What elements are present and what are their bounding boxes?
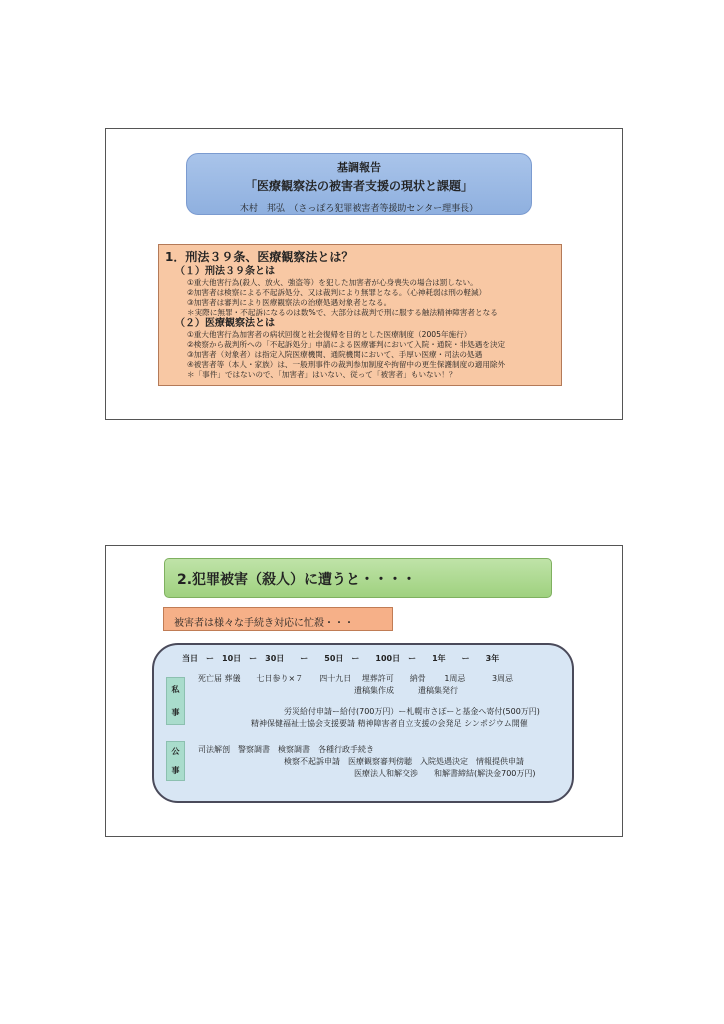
section2-line: ④被害者等（本人・家族）は、一般刑事件の裁判参加制度や拘留中の更生保護制度の適用除外 [187,360,506,369]
section2-line: ①重大他害行為加害者の病状回復と社会復帰を目的とした医療制度（2005年施行） [187,330,472,339]
presenter-line: 木村 邦弘 （さっぽろ犯罪被害者等援助センター理事長） [239,204,479,214]
slide-heading: 2.犯罪被害（殺人）に遭うと・・・・ [164,558,552,598]
section2-line: ＊「事件」ではないので、「加害者」はいない、従って「被害者」もいない！？ [187,370,457,379]
public-row: 検察不起訴申請 医療観察審判傍聴 入院処遇決定 情報提供申請 [284,757,524,766]
timeline-header: 当日 ー 10日 ー 30日 ー 50日 ー 100日 ー 1年 ー 3年 [182,654,500,663]
section1-line: ②加害者は検察による不起訴処分、又は裁判により無罪となる。（心神耗弱は刑の軽減） [187,288,487,297]
title-label: 基調報告 [337,161,381,174]
section1-line: ③加害者は審判により医療観察法の治療処遇対象者となる。 [187,298,392,307]
public-tag [166,741,185,781]
slide-1 [105,128,623,420]
content-box [158,244,562,386]
timeline-panel [152,643,574,803]
section2-line: ②検察から裁判所への「不起訴処分」申請による医療審判において入院・通院・非処遇を決定 [187,340,506,349]
public-row: 医療法人和解交渉 和解書締結(解決金700万円) [354,769,536,778]
section1-line: ＊実際に無罪・不起訴になるのは数%で、大部分は裁判で刑に服する触法精神障害者となる [187,308,498,317]
report-title: 「医療観察法の被害者支援の現状と課題」 [244,179,473,193]
private-tag-char: 私 [171,685,180,694]
public-tag-char: 公 [171,747,180,756]
section1-title: （１）刑法３９条とは [175,266,275,277]
section1-line: ①重大他害行為(殺人、放火、強盗等）を犯した加害者が心身喪失の場合は罰しない。 [187,278,478,287]
private-row: 遺稿集作成 遺稿集発行 [354,686,458,695]
private-row: 精神保健福祉士協会支援要請 精神障害者自立支援の会発足 シンポジウム開催 [251,719,528,728]
public-row: 司法解剖 警察調書 検察調書 各種行政手続き [198,745,374,754]
title-box [186,153,532,215]
section-heading: 1．刑法３９条、医療観察法とは？ [165,250,354,264]
private-tag-char: 事 [171,708,180,717]
section2-title: （２）医療観察法とは [175,318,275,329]
public-tag-char: 事 [171,766,180,775]
private-row: 労災給付申請ー給付(700万円）ー札幌市さぽーと基金へ寄付(500万円) [284,707,540,716]
private-tag [166,677,185,725]
busy-note: 被害者は様々な手続き対応に忙殺・・・ [163,607,393,631]
slide-2 [105,545,623,837]
private-row: 死亡届 葬儀 七日参り×７ 四十九日 埋葬許可 納骨 1周忌 3周忌 [198,674,514,683]
section2-line: ③加害者（対象者）は指定入院医療機関、通院機関において、手厚い医療・司法の処遇 [187,350,483,359]
